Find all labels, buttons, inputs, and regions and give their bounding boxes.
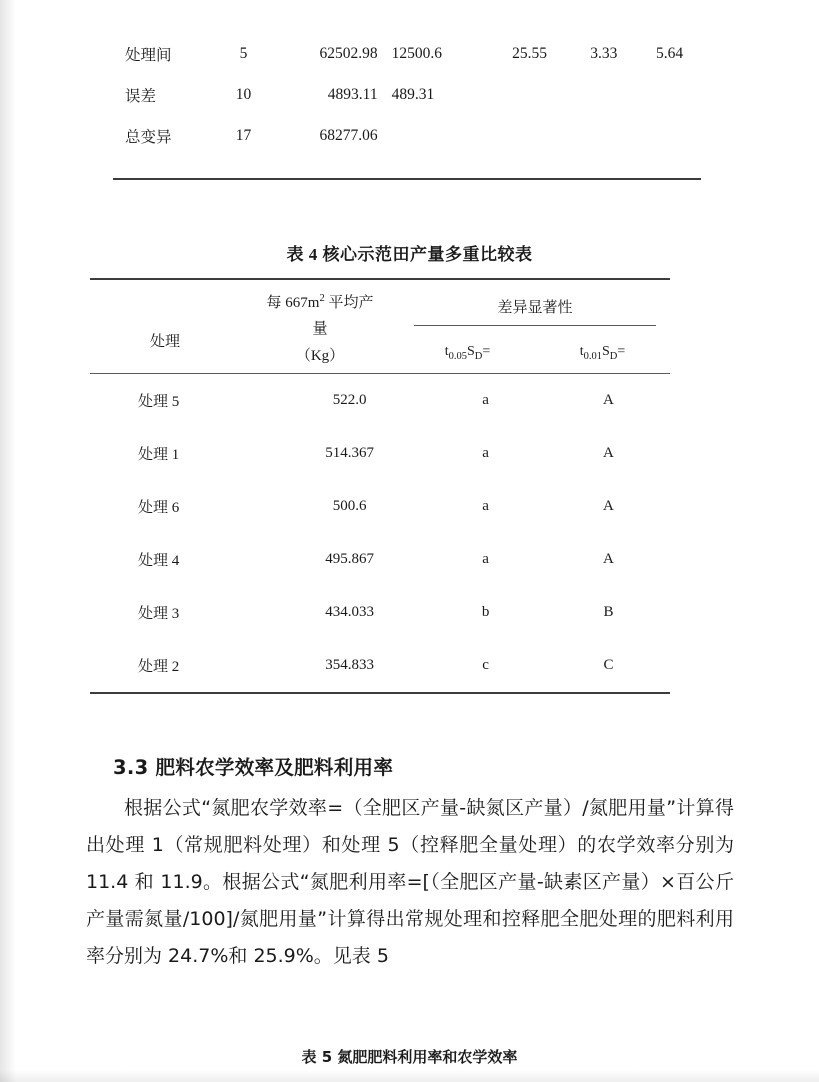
row-df: 5 bbox=[239, 45, 248, 62]
cell-t005: c bbox=[482, 656, 489, 673]
header-significance bbox=[400, 280, 670, 330]
cell-yield: 500.6 bbox=[332, 497, 367, 514]
header-t001-sd-sub: D bbox=[609, 350, 618, 362]
header-t005-sd-sub: D bbox=[474, 350, 483, 362]
header-treatment bbox=[90, 280, 240, 373]
cell-yield: 514.367 bbox=[325, 444, 374, 461]
cell-treatment: 处理 1 bbox=[138, 446, 180, 463]
header-t005-sub: 0.05 bbox=[448, 350, 467, 362]
header-yield-text: 每 667m bbox=[266, 295, 320, 311]
row-label: 处理间 bbox=[125, 47, 172, 64]
cell-treatment: 处理 3 bbox=[138, 605, 180, 622]
header-significance-label: 差异显著性 bbox=[497, 300, 573, 317]
table4-body bbox=[90, 374, 670, 692]
header-t001-t: t bbox=[579, 343, 584, 359]
row-ms: 489.31 bbox=[391, 86, 435, 103]
header-sub-rule bbox=[414, 325, 656, 326]
row-f01 bbox=[638, 116, 701, 157]
table-row bbox=[113, 116, 701, 157]
cell-t005: a bbox=[482, 550, 489, 567]
cell-t005: a bbox=[482, 444, 489, 461]
header-t001-sd: S bbox=[601, 343, 610, 359]
row-df: 17 bbox=[235, 127, 252, 144]
row-df: 10 bbox=[235, 86, 252, 103]
row-ms: 12500.6 bbox=[391, 45, 442, 62]
row-ss: 4893.11 bbox=[327, 86, 378, 103]
header-t005-eq: = bbox=[482, 343, 491, 359]
row-f bbox=[489, 75, 569, 116]
section-paragraph: 根据公式“氮肥农学效率=（全肥区产量-缺氮区产量）/氮肥用量”计算得出处理 1（常规肥料处理）和处理 5（控释肥全量处理）的农学效率分别为 11.4 和 11.9。根据公式“氮肥利用率=[（全肥区产量-缺素区产量）×百公斤产量需氮量/100]/氮肥用量”计算得出常规处理和控释肥全肥处理的肥料利用率分别为 24.7%和 25.9%。见表 5 bbox=[86, 797, 734, 967]
cell-yield: 354.833 bbox=[325, 656, 374, 673]
cell-treatment: 处理 4 bbox=[138, 552, 180, 569]
cell-treatment: 处理 2 bbox=[138, 658, 180, 675]
header-yield bbox=[240, 280, 400, 373]
header-t001-sub: 0.01 bbox=[583, 350, 602, 362]
anova-table-partial bbox=[113, 34, 701, 157]
cell-treatment: 处理 5 bbox=[138, 393, 180, 410]
row-label: 误差 bbox=[125, 88, 157, 105]
table-row bbox=[90, 639, 670, 692]
multiple-comparison-table bbox=[90, 278, 670, 694]
row-f05 bbox=[570, 116, 638, 157]
cell-t001: A bbox=[603, 550, 614, 567]
header-t005-t: t bbox=[444, 343, 449, 359]
table5-caption: 表 5 氮肥肥料利用率和农学效率 bbox=[301, 1048, 518, 1066]
cell-yield: 495.867 bbox=[325, 550, 374, 567]
header-t001-eq: = bbox=[617, 343, 626, 359]
cell-t001: A bbox=[603, 497, 614, 514]
page-edge-shadow-left bbox=[0, 0, 16, 1082]
row-f05 bbox=[570, 75, 638, 116]
header-t001 bbox=[535, 330, 670, 373]
table-row bbox=[90, 427, 670, 480]
row-f: 25.55 bbox=[512, 45, 547, 62]
cell-t005: a bbox=[482, 391, 489, 408]
row-f01: 5.64 bbox=[655, 45, 684, 62]
header-t005-sd: S bbox=[466, 343, 475, 359]
header-treatment-label: 处理 bbox=[149, 333, 180, 350]
section-title: 3.3 肥料农学效率及肥料利用率 bbox=[113, 756, 394, 779]
cell-yield: 522.0 bbox=[332, 391, 367, 408]
header-yield-exponent: 2 bbox=[319, 293, 325, 304]
header-yield-line2: 量 bbox=[312, 321, 328, 338]
table-row bbox=[90, 533, 670, 586]
header-row bbox=[90, 280, 670, 330]
cell-treatment: 处理 6 bbox=[138, 499, 180, 516]
table4-caption: 表 4 核心示范田产量多重比较表 bbox=[286, 245, 533, 264]
table4 bbox=[90, 280, 670, 373]
table4-header bbox=[90, 280, 670, 373]
anova-table bbox=[113, 34, 701, 157]
table-row bbox=[113, 75, 701, 116]
table-row bbox=[113, 34, 701, 75]
cell-t001: B bbox=[603, 603, 614, 620]
cell-t001: C bbox=[603, 656, 614, 673]
table-row bbox=[90, 374, 670, 427]
cell-t005: a bbox=[482, 497, 489, 514]
cell-t001: A bbox=[603, 391, 614, 408]
page-edge-shadow-bottom bbox=[0, 1070, 819, 1082]
cell-t001: A bbox=[603, 444, 614, 461]
cell-yield: 434.033 bbox=[325, 603, 374, 620]
header-yield-line3: （Kg） bbox=[295, 347, 345, 364]
cell-t005: b bbox=[481, 603, 490, 620]
row-f bbox=[489, 116, 569, 157]
row-label: 总变异 bbox=[125, 129, 172, 146]
header-yield-text2: 平均产 bbox=[324, 295, 374, 311]
header-t005 bbox=[400, 330, 535, 373]
table-row bbox=[90, 480, 670, 533]
table-bottom-rule bbox=[90, 692, 670, 694]
row-f05: 3.33 bbox=[590, 45, 618, 62]
row-ss: 68277.06 bbox=[319, 127, 378, 144]
row-ss: 62502.98 bbox=[319, 45, 378, 62]
header-yield-line1 bbox=[240, 290, 400, 316]
row-ms bbox=[378, 116, 490, 157]
table-row bbox=[90, 586, 670, 639]
table-bottom-rule bbox=[113, 178, 701, 180]
row-f01 bbox=[638, 75, 701, 116]
